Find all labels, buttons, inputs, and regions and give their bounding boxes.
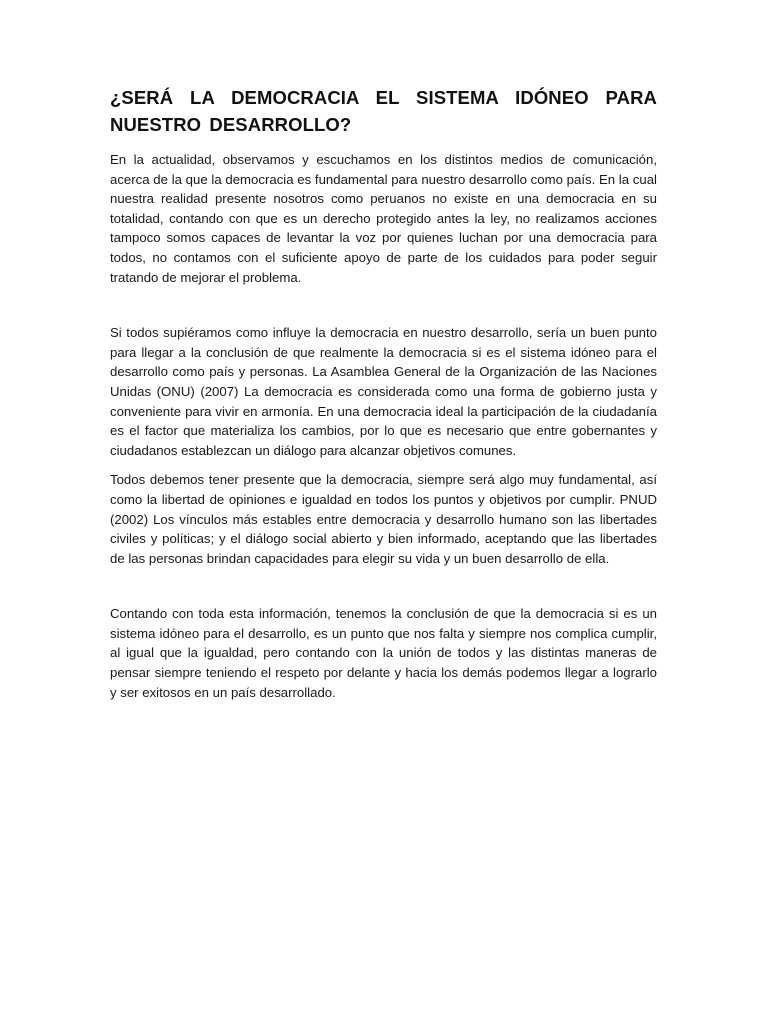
paragraph-introduction: En la actualidad, observamos y escuchamos en los distintos medios de comunicación, acerca de la que la democracia es fundamental para nuestro desarrollo como país. En la cual nuestra realidad presente nosotros como peruanos no existe en una democracia en su totalidad, contando con que es un derecho protegido antes la ley, no realizamos acciones tampoco somos capaces de levantar la voz por quienes luchan por una democracia para todos, no contamos con el suficiente apoyo de parte de los cuidados para poder seguir tratando de mejorar el problema.: [110, 152, 657, 285]
document-title: ¿SERÁ LA DEMOCRACIA EL SISTEMA IDÓNEO PARA NUESTRO DESARROLLO?: [110, 87, 657, 135]
paragraph-democracy-influence: Si todos supiéramos como influye la democracia en nuestro desarrollo, sería un buen punto para llegar a la conclusión de que realmente la democracia si es el sistema idóneo para el desarrollo como país y personas. La Asamblea General de la Organización de las Naciones Unidas (ONU) (2007) La democracia es considerada como una forma de gobierno justa y conveniente para vivir en armonía. En una democracia ideal la participación de la ciudadanía es el factor que materializa los cambios, por lo que es necesario que entre gobernantes y ciudadanos establezcan un diálogo para alcanzar objetivos comunes.: [110, 325, 657, 458]
document-body: [110, 84, 657, 702]
paragraph-conclusion: Contando con toda esta información, tenemos la conclusión de que la democracia si es un sistema idóneo para el desarrollo, es un punto que nos falta y siempre nos complica cumplir, al igual que la igualdad, pero contando con la unión de todos y las distintas maneras de pensar siempre teniendo el respeto por delante y hacia los demás podemos llegar a lograrlo y ser exitosos en un país desarrollado.: [110, 606, 657, 700]
paragraph-human-development: Todos debemos tener presente que la democracia, siempre será algo muy fundamental, así como la libertad de opiniones e igualdad en todos los puntos y objetivos por cumplir. PNUD (2002) Los vínculos más estables entre democracia y desarrollo humano son las libertades civiles y políticas; y el diálogo social abierto y bien informado, aceptando que las libertades de las personas brindan capacidades para elegir su vida y un buen desarrollo de ella.: [110, 472, 657, 566]
